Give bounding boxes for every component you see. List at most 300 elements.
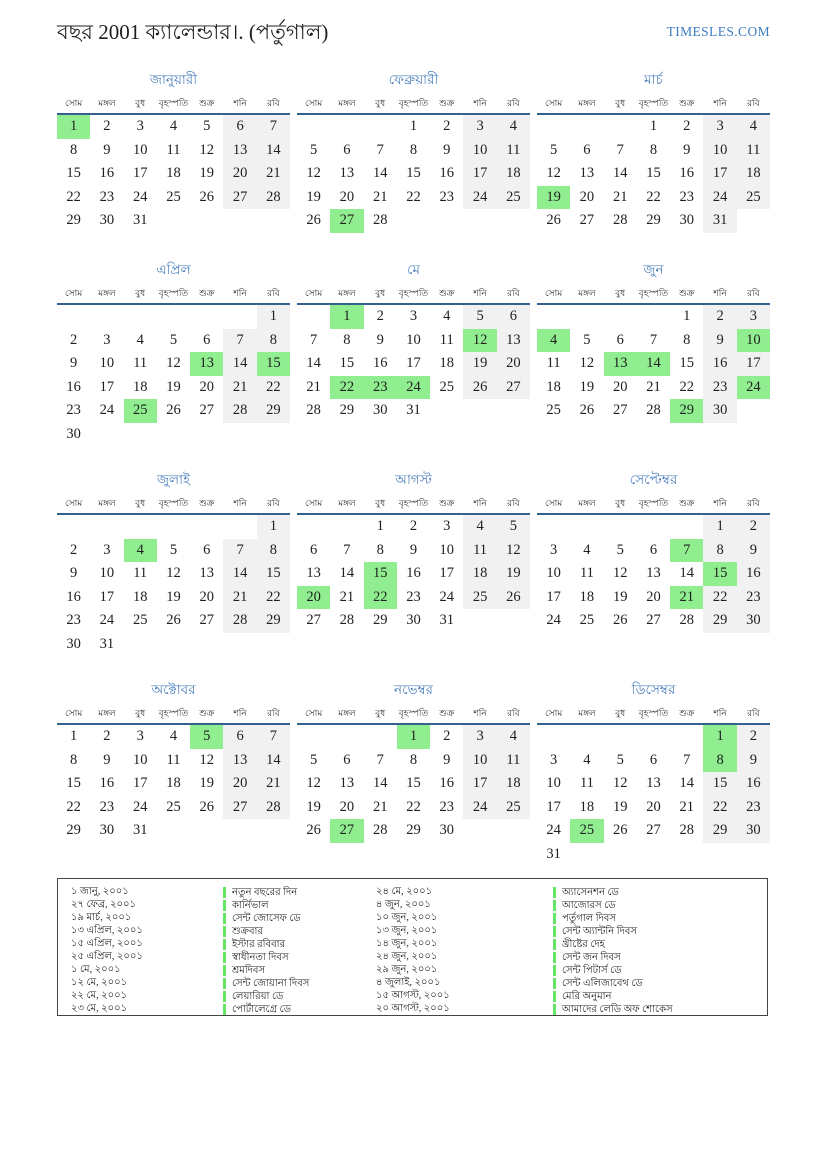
- day-cell: 27: [646, 612, 661, 628]
- day-cell: 21: [257, 772, 290, 796]
- day-cell: 19: [612, 588, 628, 605]
- day-cell: 21: [257, 162, 290, 186]
- day-cell: 4: [463, 515, 496, 539]
- day-cell: 9: [103, 751, 111, 768]
- day-cell: [157, 819, 190, 843]
- day-cell: 3: [103, 541, 111, 558]
- weekday-label: মঙ্গল: [578, 708, 596, 718]
- day-cell: 1: [409, 118, 418, 134]
- day-cell: 10: [463, 139, 496, 163]
- day-cell: 28: [257, 796, 290, 820]
- day-cell: 29: [66, 822, 81, 838]
- day-cell: 28: [679, 822, 695, 838]
- weekday-label: শনি: [713, 708, 727, 718]
- day-cell: 29: [646, 212, 661, 228]
- weekday-label: শুক্র: [439, 288, 455, 298]
- day-cell: [223, 209, 256, 233]
- day-cell: 11: [133, 355, 148, 371]
- day-cell: 7: [670, 539, 703, 563]
- day-cell: 17: [99, 378, 115, 395]
- day-cell: 21: [670, 586, 703, 610]
- weekday-header-row: [57, 286, 290, 305]
- day-cell: 28: [306, 402, 321, 418]
- day-cell: 19: [306, 798, 321, 815]
- page-title: বছর 2001 ক্যালেন্ডার।. (পর্তুগাল): [57, 20, 329, 44]
- day-cell: 6: [616, 331, 624, 348]
- day-cell: 12: [199, 751, 215, 768]
- day-cell: [157, 515, 190, 539]
- legend-row: [71, 1003, 309, 1016]
- day-cell: 17: [132, 165, 148, 181]
- day-cell: [430, 399, 463, 423]
- holiday-date: ২৭ ফেব্র, ২০০১: [71, 899, 136, 910]
- day-cell: [124, 423, 157, 447]
- day-cell: 2: [70, 331, 78, 348]
- day-cell: 8: [683, 331, 691, 348]
- month-title: এপ্রিল: [156, 262, 191, 277]
- day-cell: 28: [372, 212, 388, 228]
- day-cell: 31: [132, 822, 148, 838]
- days-grid: [537, 515, 770, 633]
- day-cell: 12: [497, 539, 530, 563]
- weekday-label: শুক্র: [199, 498, 215, 508]
- day-cell: 23: [439, 798, 455, 815]
- day-cell: 3: [136, 118, 144, 134]
- day-cell: 7: [257, 115, 290, 139]
- day-cell: 11: [166, 751, 181, 768]
- holiday-date: ৪ জুন, ২০০১: [376, 899, 431, 910]
- weekday-header-row: [297, 496, 530, 515]
- holiday-name: কার্নিভাল: [223, 900, 269, 911]
- day-cell: 6: [343, 141, 351, 158]
- day-cell: 24: [463, 186, 496, 210]
- weekday-header-row: [537, 706, 770, 725]
- day-cell: [463, 209, 496, 233]
- day-cell: 17: [132, 775, 148, 791]
- days-grid: [57, 115, 290, 233]
- day-cell: [604, 515, 637, 539]
- day-cell: 20: [223, 772, 256, 796]
- day-cell: 30: [737, 819, 770, 843]
- day-cell: 14: [223, 562, 256, 586]
- day-cell: 5: [169, 331, 178, 348]
- weekday-label: বুধ: [375, 288, 386, 298]
- day-cell: 3: [463, 115, 496, 139]
- day-cell: [670, 515, 703, 539]
- day-cell: 15: [257, 352, 290, 376]
- month-4: [57, 258, 290, 446]
- day-cell: 2: [443, 728, 451, 744]
- day-cell: [364, 725, 397, 749]
- day-cell: 25: [546, 402, 561, 418]
- day-cell: [570, 115, 603, 139]
- day-cell: 12: [166, 355, 181, 371]
- day-cell: 28: [646, 402, 661, 418]
- weekday-label: সোম: [545, 708, 563, 718]
- day-cell: [257, 423, 290, 447]
- day-cell: 2: [737, 725, 770, 749]
- days-grid: [57, 725, 290, 843]
- day-cell: [463, 609, 496, 633]
- holiday-name: সেন্ট জন দিবস: [553, 952, 621, 963]
- weekday-label: বৃহস্পতি: [158, 498, 189, 508]
- day-cell: 1: [397, 725, 430, 749]
- day-cell: 21: [372, 188, 388, 205]
- weekday-label: রবি: [267, 708, 280, 718]
- day-cell: [604, 843, 637, 867]
- day-cell: [223, 515, 256, 539]
- day-cell: 18: [166, 775, 181, 791]
- day-cell: 17: [546, 588, 561, 605]
- legend-row: [376, 1003, 673, 1016]
- day-cell: 11: [546, 355, 561, 371]
- day-cell: 25: [166, 188, 181, 205]
- day-cell: 7: [649, 331, 658, 348]
- day-cell: [297, 115, 330, 139]
- day-cell: 7: [616, 141, 624, 158]
- day-cell: 14: [306, 355, 321, 371]
- weekday-label: বুধ: [135, 708, 146, 718]
- weekday-label: বুধ: [135, 498, 146, 508]
- day-cell: 25: [463, 586, 496, 610]
- holiday-name: অ্যাসেনশন ডে: [553, 887, 619, 898]
- day-cell: 24: [132, 188, 148, 205]
- day-cell: 10: [99, 565, 115, 581]
- holiday-date: ১৫ এপ্রিল, ২০০১: [71, 938, 143, 949]
- day-cell: 2: [70, 541, 78, 558]
- day-cell: 30: [66, 635, 81, 652]
- day-cell: 4: [583, 751, 591, 768]
- day-cell: 24: [546, 822, 561, 838]
- day-cell: 11: [463, 539, 496, 563]
- day-cell: 16: [66, 588, 81, 605]
- weekday-label: শনি: [233, 498, 247, 508]
- day-cell: 21: [339, 588, 355, 605]
- day-cell: [257, 819, 290, 843]
- day-cell: 9: [443, 141, 451, 158]
- day-cell: 25: [497, 186, 530, 210]
- day-cell: 8: [257, 329, 290, 353]
- day-cell: 8: [257, 539, 290, 563]
- day-cell: 19: [537, 186, 570, 210]
- day-cell: 20: [646, 588, 661, 605]
- weekday-label: শনি: [473, 498, 487, 508]
- day-cell: 19: [166, 588, 181, 605]
- weekday-label: মঙ্গল: [338, 708, 356, 718]
- day-cell: 10: [463, 749, 496, 773]
- day-cell: 9: [737, 749, 770, 773]
- holiday-date: ১০ জুন, ২০০১: [376, 912, 438, 923]
- day-cell: 19: [579, 378, 595, 395]
- day-cell: 24: [397, 376, 430, 400]
- day-cell: 27: [330, 209, 363, 233]
- day-cell: 21: [679, 798, 695, 815]
- day-cell: 23: [406, 588, 421, 605]
- day-cell: 20: [199, 378, 215, 395]
- weekday-label: রবি: [507, 98, 520, 108]
- holiday-legend: [57, 878, 768, 1016]
- day-cell: 4: [443, 308, 451, 324]
- day-cell: [223, 819, 256, 843]
- day-cell: [257, 209, 290, 233]
- day-cell: 16: [703, 352, 736, 376]
- day-cell: 3: [103, 331, 111, 348]
- weekday-label: মঙ্গল: [578, 98, 596, 108]
- weekday-label: শনি: [473, 288, 487, 298]
- holiday-date: ১৫ আগস্ট, ২০০১: [376, 990, 450, 1001]
- day-cell: 24: [439, 588, 455, 605]
- day-cell: 3: [443, 518, 451, 534]
- day-cell: 12: [579, 355, 595, 371]
- day-cell: [637, 725, 670, 749]
- day-cell: [157, 209, 190, 233]
- day-cell: [190, 423, 223, 447]
- weekday-label: মঙ্গল: [338, 98, 356, 108]
- day-cell: [223, 305, 256, 329]
- holiday-date: ১৪ জুন, ২০০১: [376, 938, 438, 949]
- day-cell: 29: [339, 402, 355, 418]
- day-cell: 22: [66, 188, 81, 205]
- day-cell: 10: [546, 775, 561, 791]
- day-cell: 19: [166, 378, 181, 395]
- day-cell: 26: [306, 212, 321, 228]
- weekday-header-row: [537, 496, 770, 515]
- month-title: ডিসেম্বর: [631, 682, 676, 697]
- day-cell: 25: [497, 796, 530, 820]
- holiday-name: সেন্ট জোসেফ ডে: [223, 913, 301, 924]
- weekday-label: শুক্র: [199, 288, 215, 298]
- weekday-label: রবি: [267, 288, 280, 298]
- day-cell: 11: [133, 565, 148, 581]
- day-cell: [124, 633, 157, 657]
- day-cell: [90, 305, 123, 329]
- day-cell: [223, 633, 256, 657]
- day-cell: 18: [439, 355, 455, 371]
- brand-link[interactable]: TIMESLES.COM: [666, 24, 770, 39]
- day-cell: 30: [99, 212, 115, 228]
- day-cell: [257, 633, 290, 657]
- weekday-label: রবি: [267, 98, 280, 108]
- day-cell: 13: [646, 565, 661, 581]
- day-cell: 8: [649, 141, 658, 158]
- day-cell: 12: [199, 141, 215, 158]
- day-cell: 3: [463, 725, 496, 749]
- day-cell: 15: [679, 355, 695, 371]
- weekday-header-row: [57, 96, 290, 115]
- day-cell: [190, 515, 223, 539]
- weekday-label: শুক্র: [199, 98, 215, 108]
- day-cell: [497, 609, 530, 633]
- day-cell: [497, 819, 530, 843]
- weekday-label: মঙ্গল: [98, 708, 116, 718]
- day-cell: 24: [99, 402, 115, 418]
- month-title: জুলাই: [156, 472, 191, 487]
- weekday-label: বৃহস্পতি: [158, 288, 189, 298]
- day-cell: 7: [343, 541, 351, 558]
- day-cell: 19: [199, 775, 215, 791]
- day-cell: 1: [70, 728, 78, 744]
- day-cell: 28: [372, 822, 388, 838]
- month-title: আগস্ট: [395, 472, 432, 487]
- day-cell: 16: [439, 165, 455, 181]
- days-grid: [537, 115, 770, 233]
- day-cell: [90, 423, 123, 447]
- weekday-label: বৃহস্পতি: [638, 98, 669, 108]
- day-cell: 6: [583, 141, 591, 158]
- weekday-label: বৃহস্পতি: [638, 288, 669, 298]
- day-cell: 13: [190, 352, 223, 376]
- days-grid: [57, 305, 290, 446]
- day-cell: 1: [257, 305, 290, 329]
- weekday-label: বুধ: [375, 98, 386, 108]
- day-cell: 6: [310, 541, 318, 558]
- weekday-label: শনি: [233, 98, 247, 108]
- days-grid: [57, 515, 290, 656]
- day-cell: [90, 515, 123, 539]
- day-cell: 4: [497, 115, 530, 139]
- day-cell: 15: [364, 562, 397, 586]
- day-cell: 14: [257, 749, 290, 773]
- weekday-label: বৃহস্পতি: [398, 288, 429, 298]
- day-cell: 15: [257, 562, 290, 586]
- weekday-label: রবি: [507, 288, 520, 298]
- day-cell: 2: [683, 118, 691, 134]
- day-cell: 5: [616, 541, 624, 558]
- day-cell: 15: [66, 775, 81, 791]
- day-cell: 26: [306, 822, 321, 838]
- weekday-label: বৃহস্পতি: [158, 708, 189, 718]
- day-cell: 28: [257, 186, 290, 210]
- day-cell: 2: [737, 515, 770, 539]
- day-cell: 1: [330, 305, 363, 329]
- holiday-name: শুক্রবার: [223, 926, 263, 937]
- day-cell: 29: [66, 212, 81, 228]
- day-cell: [570, 725, 603, 749]
- weekday-header-row: [537, 286, 770, 305]
- holiday-date: ৪ জুলাই, ২০০১: [376, 977, 441, 988]
- day-cell: [330, 115, 363, 139]
- day-cell: 21: [612, 188, 628, 205]
- weekday-header-row: [57, 706, 290, 725]
- weekday-label: বৃহস্পতি: [398, 708, 429, 718]
- weekday-label: শুক্র: [679, 98, 695, 108]
- day-cell: 19: [199, 165, 215, 181]
- weekday-label: বৃহস্পতি: [158, 98, 189, 108]
- day-cell: 22: [703, 586, 736, 610]
- day-cell: 30: [406, 612, 421, 628]
- day-cell: 17: [99, 588, 115, 605]
- day-cell: [223, 423, 256, 447]
- weekday-label: বুধ: [615, 98, 626, 108]
- day-cell: [537, 515, 570, 539]
- day-cell: 25: [166, 798, 181, 815]
- day-cell: 12: [612, 775, 628, 791]
- day-cell: 8: [409, 751, 418, 768]
- day-cell: [397, 209, 430, 233]
- day-cell: 23: [99, 188, 115, 205]
- day-cell: 19: [306, 188, 321, 205]
- weekday-label: মঙ্গল: [578, 498, 596, 508]
- day-cell: 16: [99, 165, 115, 181]
- day-cell: 26: [463, 376, 496, 400]
- day-cell: 30: [679, 212, 695, 228]
- day-cell: 26: [612, 822, 628, 838]
- day-cell: 4: [583, 541, 591, 558]
- day-cell: 17: [406, 355, 421, 371]
- holiday-name: আজোরস ডে: [553, 900, 616, 911]
- day-cell: [670, 725, 703, 749]
- holiday-name: আমাদের লেডি অফ শোকেস: [553, 1004, 673, 1015]
- day-cell: 20: [223, 162, 256, 186]
- day-cell: 31: [406, 402, 421, 418]
- holiday-date: ২৩ মে, ২০০১: [71, 1003, 128, 1014]
- day-cell: 29: [703, 819, 736, 843]
- day-cell: 13: [339, 165, 355, 181]
- day-cell: 21: [223, 376, 256, 400]
- weekday-label: বৃহস্পতি: [398, 498, 429, 508]
- day-cell: [330, 515, 363, 539]
- day-cell: 4: [497, 725, 530, 749]
- day-cell: 30: [703, 399, 736, 423]
- day-cell: [297, 305, 330, 329]
- day-cell: 8: [703, 539, 736, 563]
- day-cell: [297, 515, 330, 539]
- day-cell: 26: [166, 402, 181, 418]
- weekday-label: শুক্র: [439, 98, 455, 108]
- day-cell: 28: [339, 612, 355, 628]
- day-cell: 16: [372, 355, 388, 371]
- day-cell: 15: [646, 165, 661, 181]
- day-cell: 4: [169, 118, 178, 134]
- day-cell: 29: [703, 609, 736, 633]
- day-cell: 18: [546, 378, 561, 395]
- day-cell: [604, 115, 637, 139]
- day-cell: [124, 305, 157, 329]
- day-cell: 11: [166, 141, 181, 158]
- day-cell: 6: [203, 541, 211, 558]
- day-cell: 8: [376, 541, 384, 558]
- weekday-header-row: [297, 706, 530, 725]
- weekday-label: বুধ: [135, 288, 146, 298]
- day-cell: 16: [439, 775, 455, 791]
- day-cell: 9: [443, 751, 451, 768]
- day-cell: 10: [406, 331, 421, 348]
- day-cell: 19: [463, 352, 496, 376]
- day-cell: 27: [579, 212, 595, 228]
- weekday-label: মঙ্গল: [98, 288, 116, 298]
- day-cell: 31: [439, 612, 455, 628]
- month-8: [297, 468, 530, 633]
- day-cell: 11: [579, 565, 594, 581]
- day-cell: 22: [66, 798, 81, 815]
- day-cell: 5: [169, 541, 178, 558]
- day-cell: 2: [703, 305, 736, 329]
- weekday-label: শুক্র: [679, 498, 695, 508]
- holiday-date: ২২ মে, ২০০১: [71, 990, 128, 1001]
- weekday-label: বুধ: [615, 288, 626, 298]
- day-cell: 20: [646, 798, 661, 815]
- weekday-label: সোম: [545, 288, 563, 298]
- day-cell: 19: [612, 798, 628, 815]
- weekday-label: সোম: [305, 288, 323, 298]
- day-cell: 4: [537, 329, 570, 353]
- weekday-label: সোম: [65, 498, 83, 508]
- day-cell: 23: [66, 612, 81, 628]
- day-cell: [364, 115, 397, 139]
- day-cell: 7: [376, 141, 384, 158]
- weekday-label: রবি: [507, 498, 520, 508]
- day-cell: 22: [703, 796, 736, 820]
